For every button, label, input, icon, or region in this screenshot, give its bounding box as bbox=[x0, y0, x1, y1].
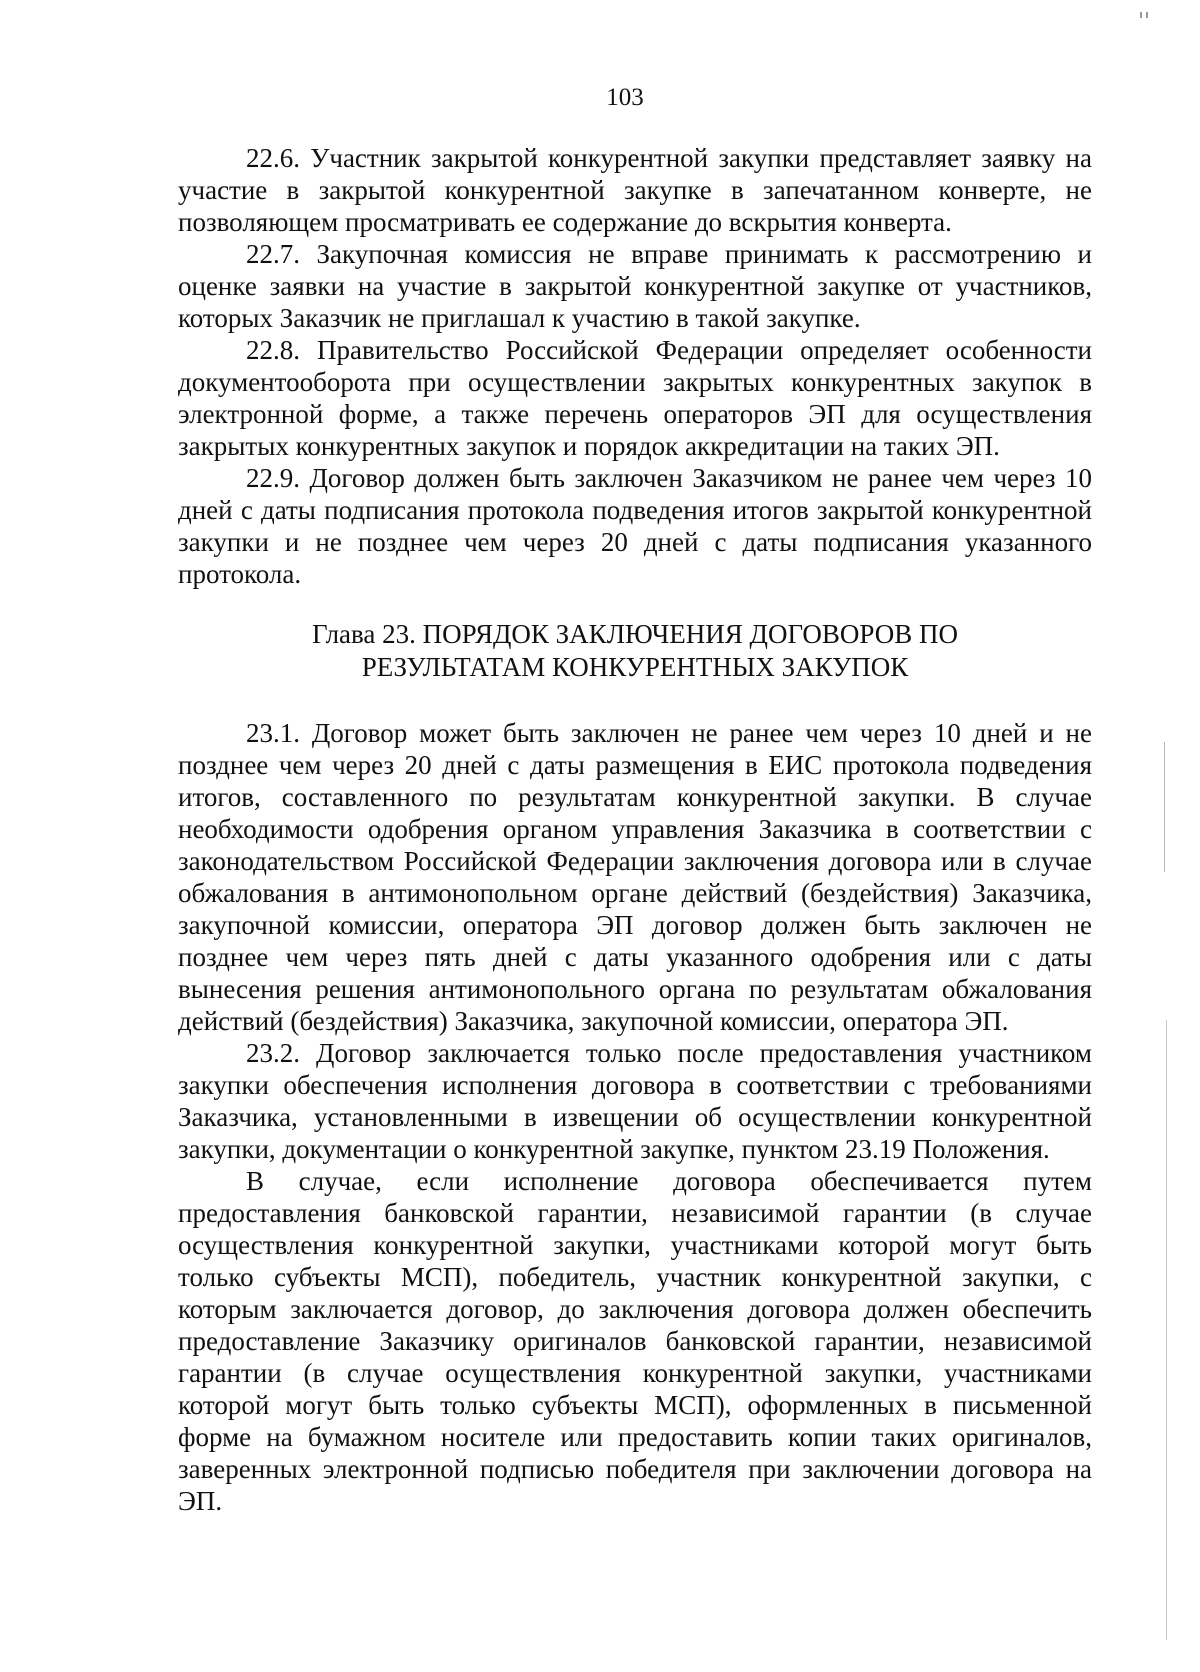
section-22-text bbox=[178, 142, 1092, 590]
chapter-heading-line-1: Глава 23. ПОРЯДОК ЗАКЛЮЧЕНИЯ ДОГОВОРОВ ПО bbox=[312, 619, 958, 649]
page-number: 103 bbox=[606, 84, 644, 111]
paragraph-22-9: 22.9. Договор должен быть заключен Заказчиком не ранее чем через 10 дней с даты подписания протокола подведения итогов закрытой конкурентной закупки и не позднее чем через 20 дней с даты подписания указанного протокола. bbox=[178, 463, 1092, 589]
scan-artifact bbox=[1166, 1020, 1167, 1640]
paragraph-23-2: 23.2. Договор заключается только после предоставления участником закупки обеспечения исполнения договора в соответствии с требованиями Заказчика, установленными в извещении об осуществлении конкурентной закупки, документации о конкурентной закупке, пунктом 23.19 Положения. bbox=[178, 1038, 1092, 1164]
chapter-23-text bbox=[178, 717, 1092, 1517]
paragraph-22-8: 22.8. Правительство Российской Федерации определяет особенности документооборота при осуществлении закрытых конкурентных закупок в электронной форме, а также перечень операторов ЭП для осуществления закрытых конкурентных закупок и порядок аккредитации на таких ЭП. bbox=[178, 335, 1092, 461]
chapter-heading bbox=[178, 618, 1092, 684]
paragraph-23-2-continued: В случае, если исполнение договора обеспечивается путем предоставления банковской гарантии, независимой гарантии (в случае осуществления конкурентной закупки, участниками которой могут быть только субъекты МСП), победитель, участник конкурентной закупки, с которым заключается договор, до заключения договора должен обеспечить предоставление Заказчику оригиналов банковской гарантии, независимой гарантии (в случае осуществления конкурентной закупки, участниками которой могут быть только субъекты МСП), оформленных в письменной форме на бумажном носителе или предоставить копии таких оригиналов, заверенных электронной подписью победителя при заключении договора на ЭП. bbox=[178, 1166, 1092, 1516]
paragraph-22-6: 22.6. Участник закрытой конкурентной закупки представляет заявку на участие в закрытой конкурентной закупке в запечатанном конверте, не позволяющем просматривать ее содержание до вскрытия конверта. bbox=[178, 143, 1092, 237]
chapter-heading-line-2: РЕЗУЛЬТАТАМ КОНКУРЕНТНЫХ ЗАКУПОК bbox=[361, 652, 909, 682]
scan-artifact bbox=[1164, 742, 1165, 872]
scan-artifact bbox=[1140, 12, 1142, 18]
scan-artifact bbox=[1146, 12, 1148, 18]
paragraph-23-1: 23.1. Договор может быть заключен не ранее чем через 10 дней и не позднее чем через 20 дней с даты размещения в ЕИС протокола подведения итогов, составленного по результатам конкурентной закупки. В случае необходимости одобрения органом управления Заказчика в соответствии с законодательством Российской Федерации заключения договора или в случае обжалования в антимонопольном органе действий (бездействия) Заказчика, закупочной комиссии, оператора ЭП договор должен быть заключен не позднее чем через пять дней с даты указанного одобрения или с даты вынесения решения антимонопольного органа по результатам обжалования действий (бездействия) Заказчика, закупочной комиссии, оператора ЭП. bbox=[178, 718, 1092, 1036]
paragraph-22-7: 22.7. Закупочная комиссия не вправе принимать к рассмотрению и оценке заявки на участие в закрытой конкурентной закупке от участников, которых Заказчик не приглашал к участию в такой закупке. bbox=[178, 239, 1092, 333]
